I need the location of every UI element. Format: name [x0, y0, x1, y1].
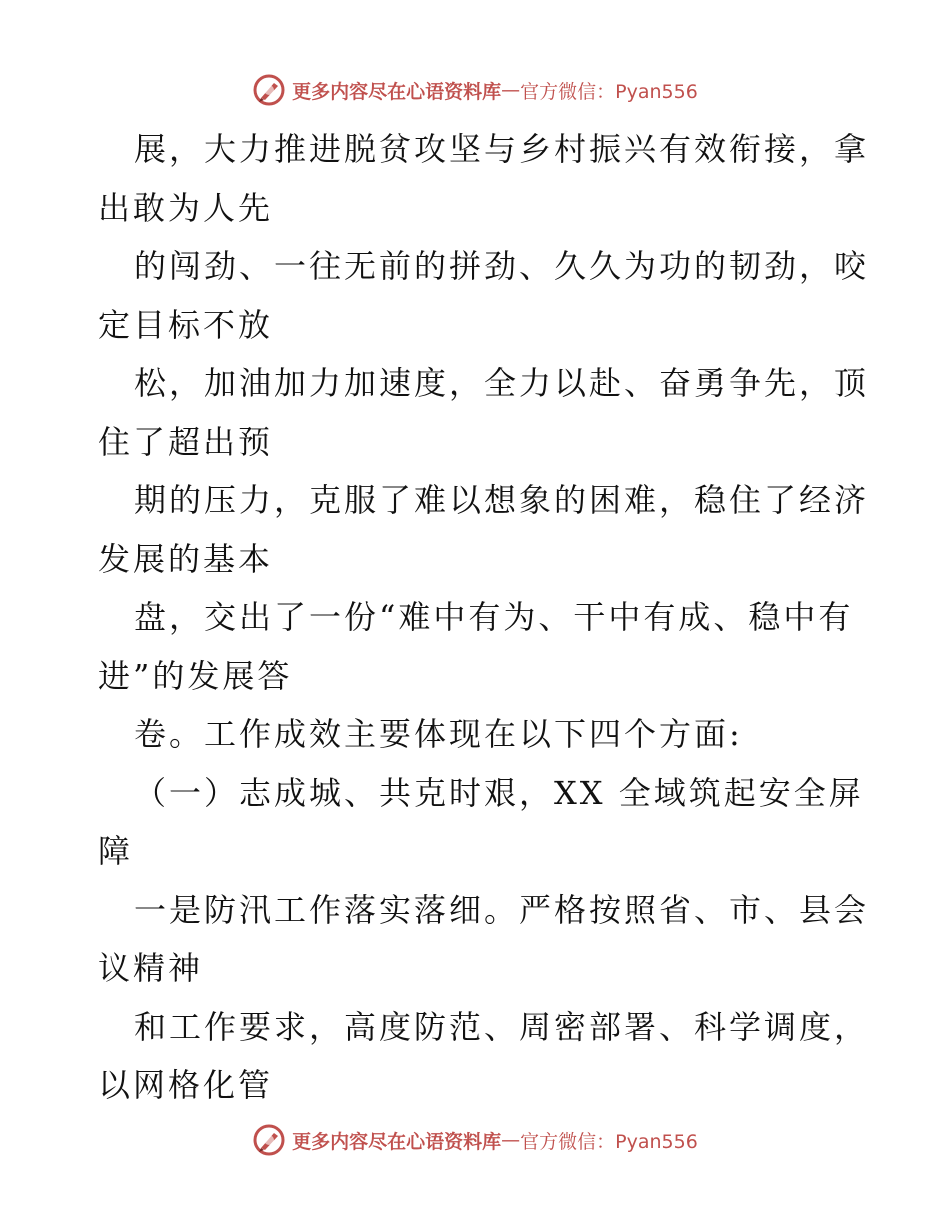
banner-separator: —: [501, 79, 521, 101]
pen-logo-icon: [252, 73, 286, 107]
document-body: [98, 120, 870, 1115]
header-banner: [0, 70, 950, 110]
section-heading-1: （一）志成城、共克时艰，XX 全域筑起安全屏: [134, 773, 864, 812]
banner-contact-text: 官方微信：Pyan556: [520, 80, 698, 103]
banner-contact-text: 官方微信：Pyan556: [520, 1130, 698, 1153]
body-line-2: 出敢为人先: [98, 188, 274, 227]
body-line-13: 障: [98, 832, 134, 870]
footer-banner: [0, 1120, 950, 1160]
body-line-10: 进”的发展答: [98, 656, 293, 695]
body-line-16: 和工作要求，高度防范、周密部署、科学调度，: [134, 1007, 870, 1046]
banner-brand-text: 更多内容尽在心语资料库: [292, 1130, 502, 1153]
body-line-17: 以网格化管: [98, 1066, 274, 1104]
body-line-3: 的闯劲、一往无前的拼劲、久久为功的韧劲，咬: [134, 247, 870, 285]
body-line-4: 定目标不放: [98, 305, 274, 344]
body-line-9: 盘，交出了一份“难中有为、干中有成、稳中有: [134, 598, 854, 636]
body-line-11: 卷。工作成效主要体现在以下四个方面:: [134, 715, 743, 753]
body-line-5: 松，加油加力加速度，全力以赴、奋勇争先，顶: [134, 364, 870, 402]
body-line-14: 一是防汛工作落实落细。严格按照省、市、县会: [134, 890, 870, 929]
pen-logo-icon: [252, 1123, 286, 1157]
body-line-7: 期的压力，克服了难以想象的困难，稳住了经济: [134, 481, 870, 519]
body-line-15: 议精神: [98, 949, 204, 987]
body-line-8: 发展的基本: [98, 539, 274, 578]
body-line-6: 住了超出预: [98, 422, 274, 461]
body-line-1: 展，大力推进脱贫攻坚与乡村振兴有效衔接，拿: [134, 130, 870, 168]
banner-separator: —: [501, 1129, 521, 1151]
banner-brand-text: 更多内容尽在心语资料库: [292, 80, 502, 103]
